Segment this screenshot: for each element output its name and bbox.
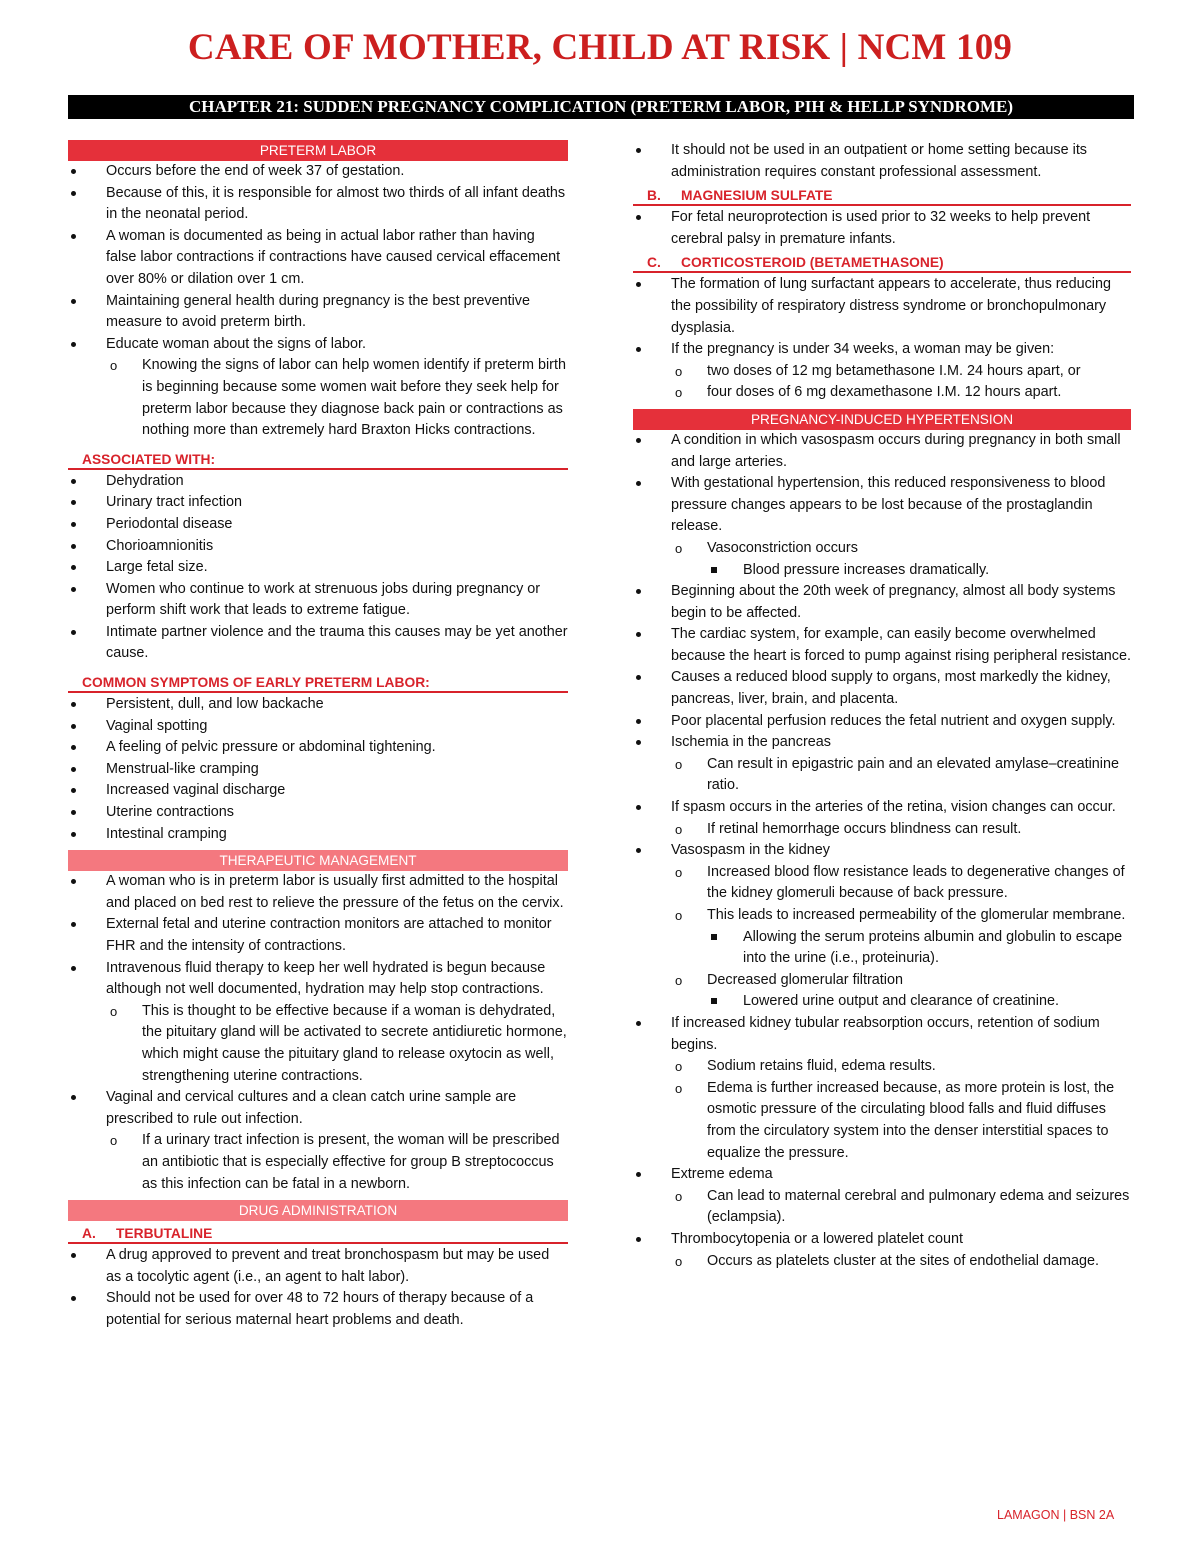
list-item [633, 1164, 1131, 1229]
list-item: Because of this, it is responsible for almost two thirds of all infant deaths in the neonatal period. [68, 183, 568, 226]
list-item: The formation of lung surfactant appears to accelerate, thus reducing the possibility of respiratory distress syndrome or bronchopulmonary dysplasia. [633, 274, 1131, 339]
list-item: A drug approved to prevent and treat bronchospasm but may be used as a tocolytic agent (i.e., an agent to halt labor). [68, 1245, 568, 1288]
preterm-labor-list [68, 161, 568, 442]
list-item: External fetal and uterine contraction monitors are attached to monitor FHR and the intensity of contractions. [68, 914, 568, 957]
list-item [633, 473, 1131, 581]
sub-sub-list-item: Lowered urine output and clearance of creatinine. [707, 991, 1131, 1013]
drug-name: CORTICOSTEROID (BETAMETHASONE) [681, 255, 944, 271]
list-item: Vaginal spotting [68, 716, 568, 738]
list-item: Beginning about the 20th week of pregnancy, almost all body systems begin to be affected. [633, 581, 1131, 624]
list-item-text: Intravenous fluid therapy to keep her well hydrated is begun because although not well documented, hydration may help stop contractions. [106, 959, 546, 998]
list-item-text: Educate woman about the signs of labor. [106, 335, 367, 352]
list-item: Dehydration [68, 471, 568, 493]
drug-name: TERBUTALINE [116, 1226, 213, 1242]
list-item-text: Ischemia in the pancreas [671, 734, 831, 751]
section-header-drug-administration: DRUG ADMINISTRATION [68, 1200, 568, 1221]
list-item: Should not be used for over 48 to 72 hours of therapy because of a potential for serious maternal heart problems and death. [68, 1288, 568, 1331]
section-header-therapeutic-management: THERAPEUTIC MANAGEMENT [68, 850, 568, 871]
list-item-text: Vasospasm in the kidney [671, 842, 830, 859]
drug-letter: C. [647, 255, 661, 271]
sub-list-item: o If retinal hemorrhage occurs blindness can result. [671, 819, 1131, 841]
associated-list [68, 471, 568, 665]
list-item: It should not be used in an outpatient or home setting because its administration requires constant professional assessment. [633, 140, 1131, 183]
subheader-corticosteroid [633, 250, 1131, 273]
subheader-magnesium-sulfate [633, 183, 1131, 206]
list-item: Persistent, dull, and low backache [68, 694, 568, 716]
sub-sub-list-item: Blood pressure increases dramatically. [707, 560, 1131, 582]
list-item: Urinary tract infection [68, 492, 568, 514]
chapter-title-bar: CHAPTER 21: SUDDEN PREGNANCY COMPLICATION (PRETERM LABOR, PIH & HELLP SYNDROME) [68, 95, 1134, 119]
subheader-associated-with: ASSOCIATED WITH: [68, 447, 568, 470]
pih-list [633, 430, 1131, 1272]
list-item: Periodontal disease [68, 514, 568, 536]
list-item-text: Vaginal and cervical cultures and a clean catch urine sample are prescribed to rule out infection. [106, 1089, 517, 1127]
drug-name: MAGNESIUM SULFATE [681, 188, 833, 204]
sub-list-item: o Knowing the signs of labor can help women identify if preterm birth is beginning because some women wait before they seek help for preterm labor because they diagnose back pain or contractions as nothing more than extremely hard Braxton Hicks contractions. [106, 355, 568, 441]
list-item [68, 334, 568, 442]
list-item [633, 797, 1131, 840]
list-item: Menstrual-like cramping [68, 759, 568, 781]
terbutaline-list [68, 1245, 568, 1331]
sub-sub-list-item: Allowing the serum proteins albumin and globulin to escape into the urine (i.e., proteinuria). [707, 927, 1131, 970]
sub-list-item: o Can result in epigastric pain and an elevated amylase–creatinine ratio. [671, 754, 1131, 797]
sub-list-item-text: Vasoconstriction occurs [707, 539, 858, 556]
sub-list-item: o Sodium retains fluid, edema results. [671, 1056, 1131, 1078]
terbutaline-list-continued [633, 140, 1131, 183]
list-item [633, 732, 1131, 797]
list-item: Increased vaginal discharge [68, 780, 568, 802]
sub-list-item: o Can lead to maternal cerebral and pulmonary edema and seizures (eclampsia). [671, 1186, 1131, 1229]
list-item: Uterine contractions [68, 802, 568, 824]
list-item: Intimate partner violence and the trauma this causes may be yet another cause. [68, 622, 568, 665]
list-item [68, 1087, 568, 1195]
list-item: A woman is documented as being in actual labor rather than having false labor contractions if contractions have caused cervical effacement over 80% or dilation over 1 cm. [68, 226, 568, 291]
list-item: A condition in which vasospasm occurs during pregnancy in both small and large arteries. [633, 430, 1131, 473]
list-item [633, 840, 1131, 1013]
list-item-text: If the pregnancy is under 34 weeks, a woman may be given: [671, 341, 1055, 358]
list-item-text: With gestational hypertension, this reduced responsiveness to blood pressure changes appears to be lost because of the prostaglandin release. [671, 475, 1106, 535]
sub-list-item: o Occurs as platelets cluster at the sites of endothelial damage. [671, 1251, 1131, 1273]
section-header-preterm-labor: PRETERM LABOR [68, 140, 568, 161]
sub-list-item [671, 905, 1131, 970]
list-item-text: If spasm occurs in the arteries of the retina, vision changes can occur. [671, 799, 1116, 816]
sub-list-item-text: Decreased glomerular filtration [707, 971, 903, 988]
list-item-text: Thrombocytopenia or a lowered platelet count [671, 1230, 963, 1247]
list-item: Chorioamnionitis [68, 536, 568, 558]
drug-letter: B. [647, 188, 661, 204]
sub-list-item: o Edema is further increased because, as more protein is lost, the osmotic pressure of the circulating blood falls and fluid diffuses from the circulatory system into the denser interstitial spaces to equalize the pressure. [671, 1078, 1131, 1164]
list-item: Poor placental perfusion reduces the fetal nutrient and oxygen supply. [633, 711, 1131, 733]
subheader-terbutaline [68, 1221, 568, 1244]
corticosteroid-list [633, 274, 1131, 404]
symptoms-list [68, 694, 568, 845]
page-footer: LAMAGON | BSN 2A [997, 1508, 1115, 1522]
list-item-text: If increased kidney tubular reabsorption occurs, retention of sodium begins. [671, 1014, 1100, 1053]
list-item: A feeling of pelvic pressure or abdominal tightening. [68, 737, 568, 759]
list-item: Causes a reduced blood supply to organs, most markedly the kidney, pancreas, liver, brain, and placenta. [633, 667, 1131, 710]
sub-list-item: o Increased blood flow resistance leads to degenerative changes of the kidney glomeruli because of back pressure. [671, 862, 1131, 905]
sub-list-item: o four doses of 6 mg dexamethasone I.M. 12 hours apart. [671, 382, 1131, 404]
drug-letter: A. [82, 1226, 96, 1242]
sub-list-item-text: This leads to increased permeability of the glomerular membrane. [707, 907, 1126, 923]
list-item: Occurs before the end of week 37 of gestation. [68, 161, 568, 183]
page-title: CARE OF MOTHER, CHILD AT RISK | NCM 109 [187, 27, 1013, 68]
list-item: Large fetal size. [68, 557, 568, 579]
sub-list-item: o two doses of 12 mg betamethasone I.M. 24 hours apart, or [671, 361, 1131, 383]
list-item [68, 958, 568, 1088]
list-item: For fetal neuroprotection is used prior to 32 weeks to help prevent cerebral palsy in premature infants. [633, 207, 1131, 250]
magnesium-sulfate-list [633, 207, 1131, 250]
left-column [68, 140, 568, 1332]
list-item: Women who continue to work at strenuous jobs during pregnancy or perform shift work that leads to extreme fatigue. [68, 579, 568, 622]
list-item-text: Extreme edema [671, 1166, 773, 1183]
sub-list-item [671, 970, 1131, 1013]
list-item: Intestinal cramping [68, 824, 568, 846]
sub-list-item: o If a urinary tract infection is present, the woman will be prescribed an antibiotic that is especially effective for group B streptococcus as this infection can be fatal in a newborn. [106, 1130, 568, 1195]
subheader-common-symptoms: COMMON SYMPTOMS OF EARLY PRETERM LABOR: [68, 670, 568, 693]
list-item: A woman who is in preterm labor is usually first admitted to the hospital and placed on bed rest to relieve the pressure of the fetus on the cervix. [68, 871, 568, 914]
therapeutic-list [68, 871, 568, 1195]
list-item [633, 1229, 1131, 1272]
section-header-pregnancy-induced-hypertension: PREGNANCY-INDUCED HYPERTENSION [633, 409, 1131, 430]
sub-list-item: o This is thought to be effective because if a woman is dehydrated, the pituitary gland will be activated to secrete antidiuretic hormone, which might cause the pituitary gland to release oxytocin as well, strengthening uterine contractions. [106, 1001, 568, 1087]
list-item: Maintaining general health during pregnancy is the best preventive measure to avoid preterm birth. [68, 291, 568, 334]
sub-list-item [671, 538, 1131, 581]
list-item [633, 1013, 1131, 1164]
list-item [633, 339, 1131, 404]
right-column [633, 140, 1131, 1272]
list-item: The cardiac system, for example, can easily become overwhelmed because the heart is forced to pump against rising peripheral resistance. [633, 624, 1131, 667]
